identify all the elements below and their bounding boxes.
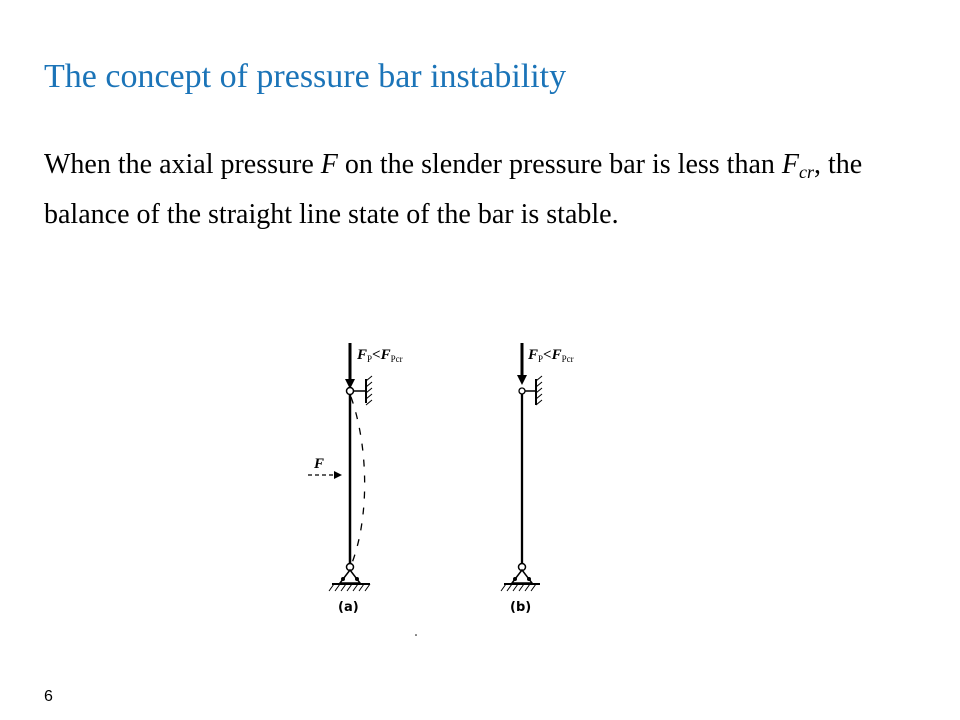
panel-a-load-label: $F_P<F_{Pcr}$ xyxy=(357,347,403,364)
panel-a-top-pin xyxy=(347,388,354,395)
slide-title: The concept of pressure bar instability xyxy=(44,58,567,95)
paragraph-text-middle: on the slender pressure bar is less than xyxy=(337,149,782,180)
force-symbol-F: F xyxy=(320,149,338,180)
page-number: 6 xyxy=(44,688,53,705)
panel-b-load-label: $F_P<F_{Pcr}$ xyxy=(528,347,574,364)
paragraph-text-start: When the axial pressure xyxy=(44,149,321,180)
panel-a-disturbance-label: F xyxy=(314,456,325,472)
panel-b-top-pin xyxy=(519,388,525,394)
panel-a xyxy=(308,343,403,615)
pressure-bar-figure xyxy=(300,335,600,645)
pressure-bar-diagram xyxy=(300,335,600,645)
paragraph-text-end: , the balance of the straight line state of the bar is stable. xyxy=(44,149,863,230)
panel-b-caption: (b) xyxy=(510,600,532,615)
panel-b xyxy=(501,343,574,615)
critical-force-subscript: cr xyxy=(799,162,814,182)
panel-a-caption: (a) xyxy=(338,600,359,615)
body-paragraph xyxy=(44,140,924,240)
panel-b-arrowhead xyxy=(517,375,527,385)
panel-a-support-triangle xyxy=(340,570,360,583)
stray-dot xyxy=(415,634,417,636)
panel-b-support-triangle xyxy=(512,570,532,583)
panel-a-buckled-shape xyxy=(351,397,365,563)
critical-force-symbol: F xyxy=(781,149,799,180)
